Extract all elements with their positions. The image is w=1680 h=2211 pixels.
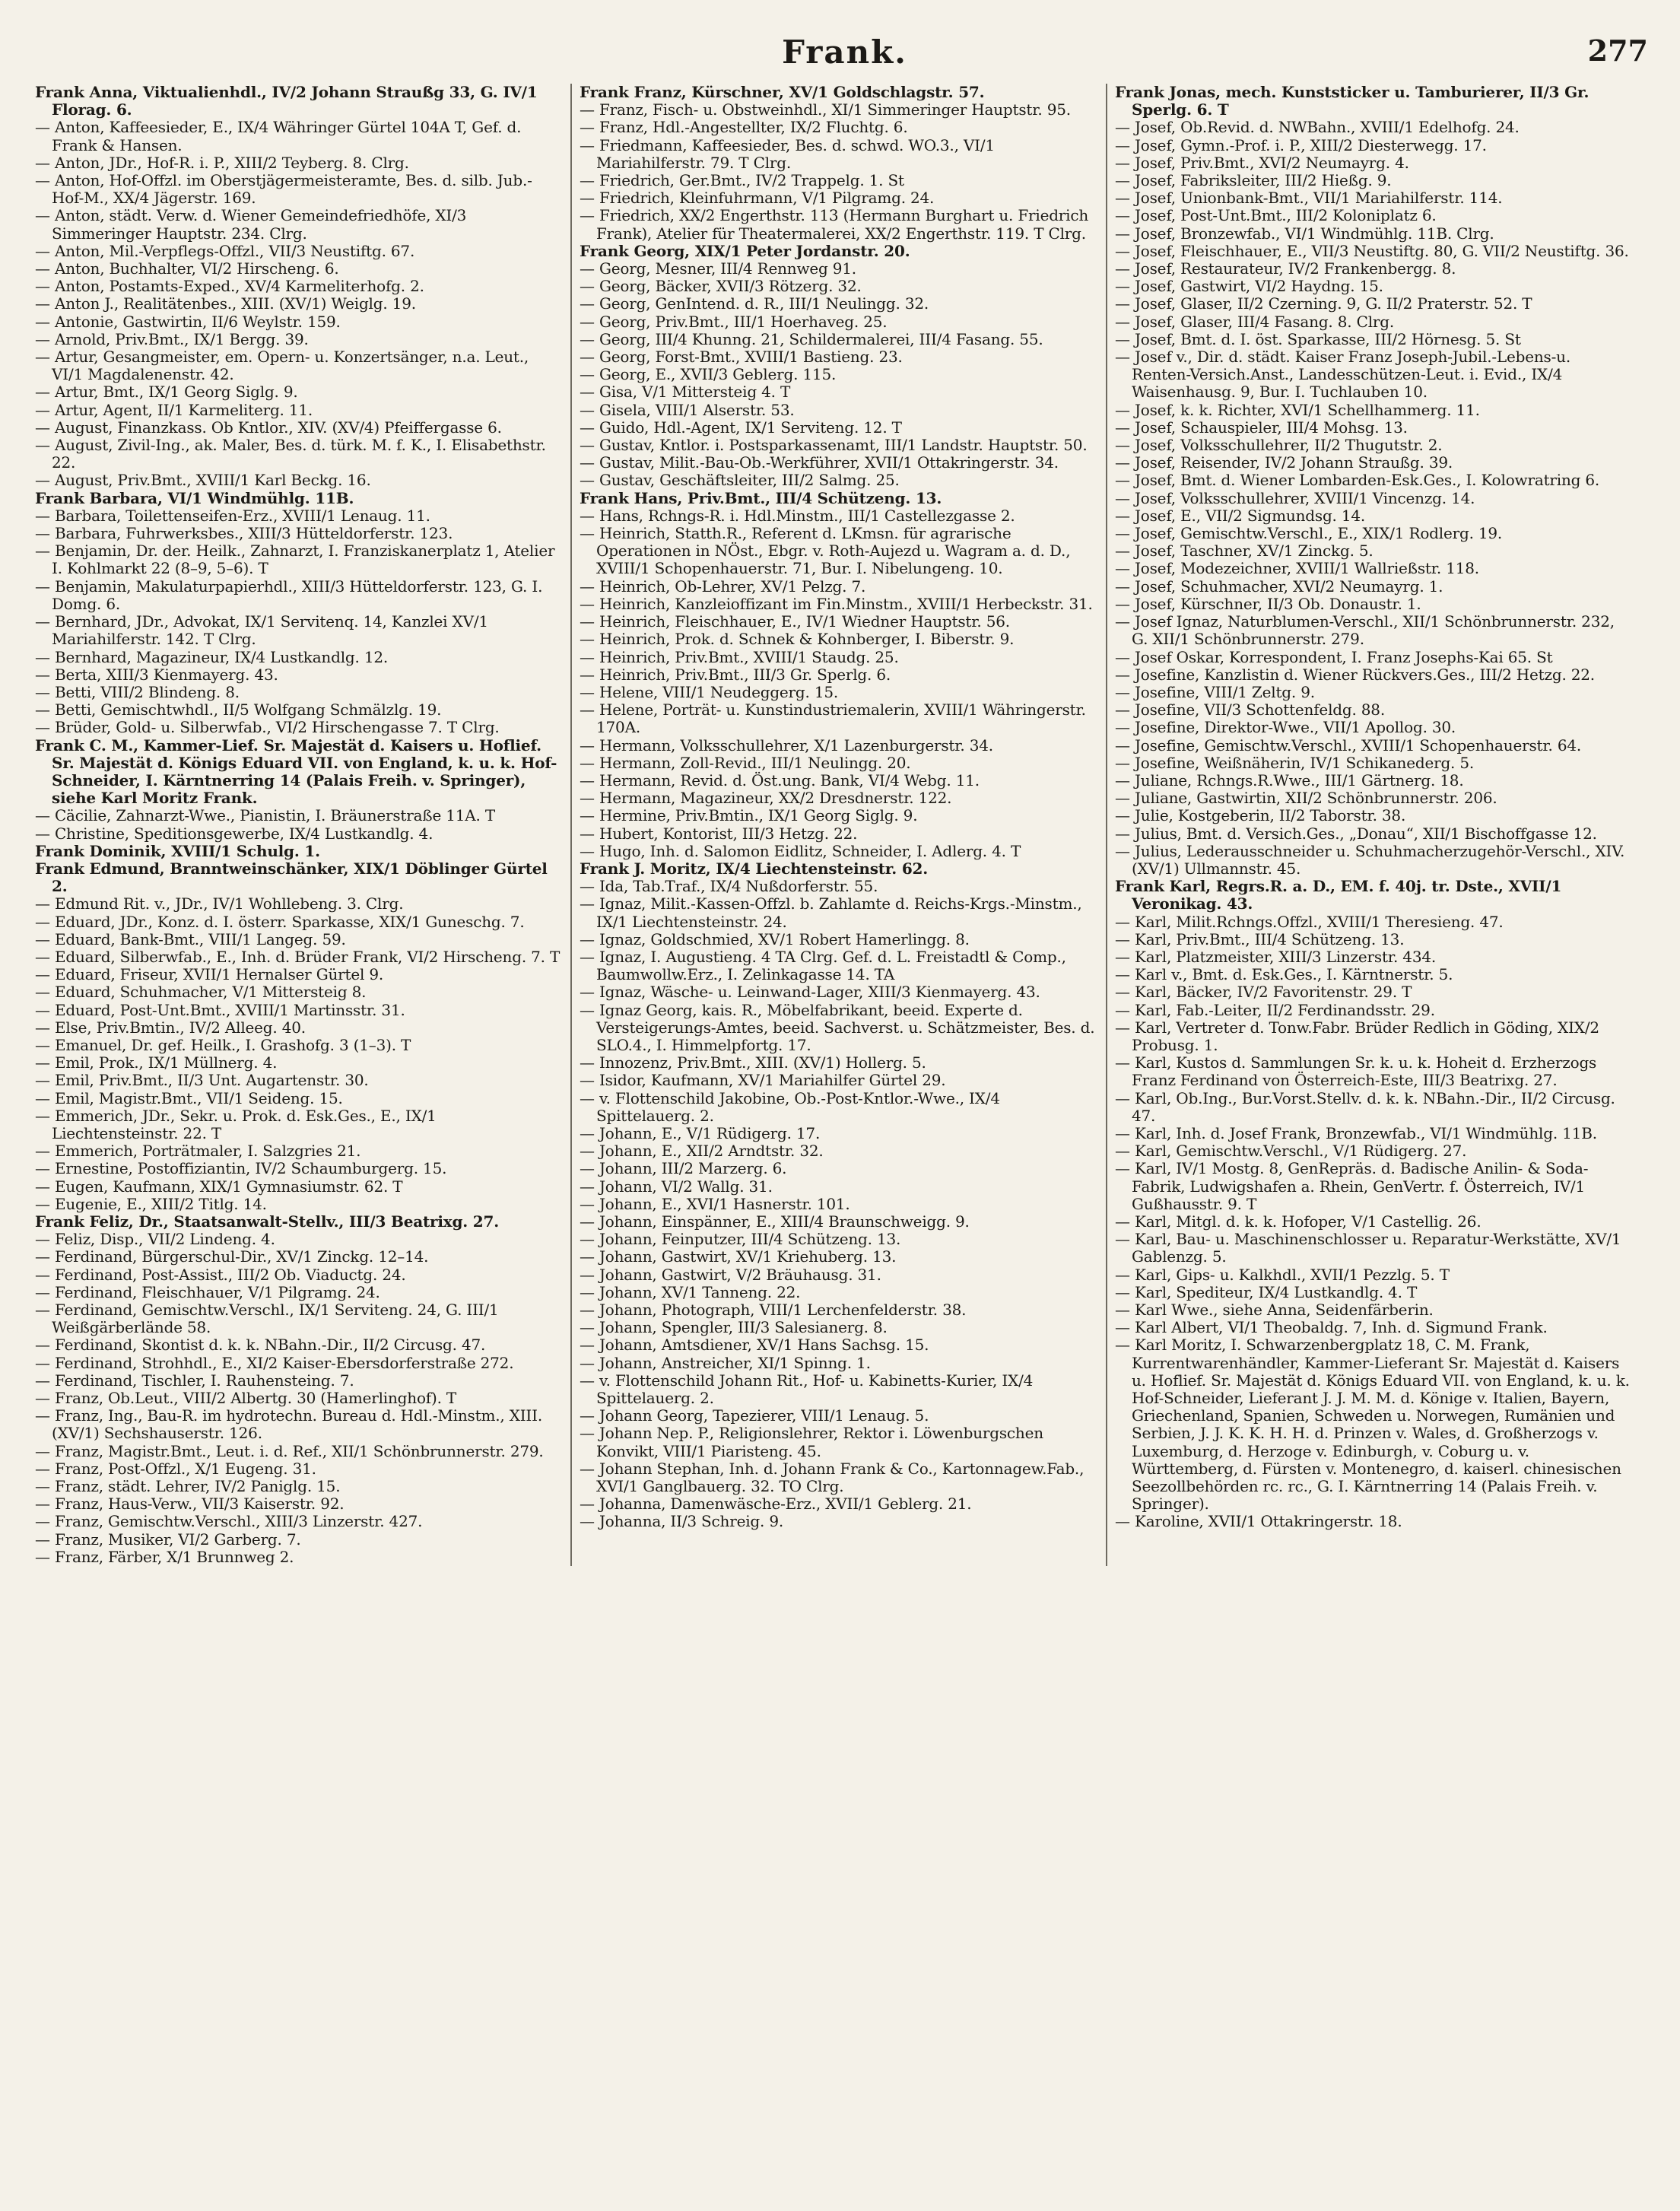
directory-entry: Frank Karl, Regrs.R. a. D., EM. f. 40j. tr. Dste., XVII/1 Veronikag. 43. [1115,877,1562,913]
directory-entry: — Emil, Prok., IX/1 Müllnerg. 4. [35,1053,278,1072]
directory-entry: — Bernhard, JDr., Advokat, IX/1 Servitenq. 14, Kanzlei XV/1 Mariahilferstr. 142. T Clrg. [35,612,488,649]
directory-entry: — Josef, Bmt. d. Wiener Lombarden-Esk.Ges., I. Kolowratring 6. [1115,471,1600,490]
directory-entry: — Karl, Gips- u. Kalkhdl., XVII/1 Pezzlg. 5. T [1115,1265,1450,1284]
directory-entry: — Josefine, VIII/1 Zeltg. 9. [1115,682,1315,701]
directory-entry: Frank Jonas, mech. Kunststicker u. Tamburierer, II/3 Gr. Sperlg. 6. T [1115,83,1589,119]
directory-entry: — Juliane, Rchngs.R.Wwe., III/1 Gärtnerg. 18. [1115,770,1464,789]
directory-entry: — Josef, k. k. Richter, XVI/1 Schellhammerg. 11. [1115,400,1480,419]
directory-entry: — Josef, Volksschullehrer, II/2 Thugutstr. 2. [1115,436,1443,455]
directory-entry: — Hermann, Revid. d. Öst.ung. Bank, VI/4 Webg. 11. [580,770,980,789]
directory-entry: — Juliane, Gastwirtin, XII/2 Schönbrunnerstr. 206. [1115,789,1497,808]
directory-entry: — Gisela, VIII/1 Alserstr. 53. [580,400,795,419]
directory-entry: — August, Finanzkass. Ob Kntlor., XIV. (XV/4) Pfeiffergasse 6. [35,418,502,437]
directory-entry: — Franz, Haus-Verw., VII/3 Kaiserstr. 92. [35,1495,345,1514]
directory-entry: — Friedrich, Kleinfuhrmann, V/1 Pilgramg. 24. [580,189,935,208]
directory-entry: — Franz, Gemischtw.Verschl., XIII/3 Linzerstr. 427. [35,1512,423,1531]
directory-entry: — Gisa, V/1 Mittersteig 4. T [580,383,791,402]
directory-entry: — Ferdinand, Skontist d. k. k. NBahn.-Dir., II/2 Circusg. 47. [35,1336,486,1355]
directory-entry: — Eduard, Bank-Bmt., VIII/1 Langeg. 59. [35,929,346,948]
directory-entry: — Eugenie, E., XIII/2 Titlg. 14. [35,1194,267,1213]
directory-columns [35,84,1654,1566]
directory-entry: — Johann, E., V/1 Rüdigerg. 17. [580,1123,821,1142]
directory-entry: — Josef, Glaser, III/4 Fasang. 8. Clrg. [1115,312,1395,331]
directory-entry: — Heinrich, Ob-Lehrer, XV/1 Pelzg. 7. [580,577,866,596]
directory-entry: — Josef, Restaurateur, IV/2 Frankenbergg. 8. [1115,259,1456,278]
directory-entry: — Josef, Taschner, XV/1 Zinckg. 5. [1115,542,1374,561]
directory-entry: — Josefine, Gemischtw.Verschl., XVIII/1 Schopenhauerstr. 64. [1115,735,1582,754]
directory-entry: — Karl, Kustos d. Sammlungen Sr. k. u. k. Hoheit d. Erzherzogs Franz Ferdinand von Österreich-Este, III/3 Beatrixg. 27. [1115,1053,1597,1090]
directory-entry: — Karl, IV/1 Mostg. 8, GenRepräs. d. Badische Anilin- & Soda-Fabrik, Ludwigshafen a. Rhein, GenVertr. f. Österreich, IV/1 Gußhausstr. 9. T [1115,1159,1589,1213]
directory-entry: — Karl Wwe., siehe Anna, Seidenfärberin. [1115,1301,1434,1320]
directory-entry: — Georg, Forst-Bmt., XVIII/1 Bastieng. 23. [580,348,903,367]
directory-entry: — Ignaz, Goldschmied, XV/1 Robert Hamerlingg. 8. [580,929,970,948]
directory-entry: — Helene, VIII/1 Neudeggerg. 15. [580,682,839,701]
directory-entry: — Ferdinand, Gemischtw.Verschl., IX/1 Serviteng. 24, G. III/1 Weißgärberlände 58. [35,1301,499,1337]
directory-entry: — Johann, Feinputzer, III/4 Schützeng. 13. [580,1230,901,1249]
directory-entry: — Johann, Anstreicher, XI/1 Spinng. 1. [580,1353,871,1372]
directory-entry: — Georg, GenIntend. d. R., III/1 Neulingg. 32. [580,294,929,313]
directory-entry: — Anton, Mil.-Verpflegs-Offzl., VII/3 Neustiftg. 67. [35,241,415,260]
directory-entry: — Karl, Vertreter d. Tonw.Fabr. Brüder Redlich in Göding, XIX/2 Probusg. 1. [1115,1018,1599,1054]
directory-entry: — Karoline, XVII/1 Ottakringerstr. 18. [1115,1512,1402,1531]
directory-entry: — Josef, Priv.Bmt., XVI/2 Neumayrg. 4. [1115,153,1409,172]
directory-entry: — Franz, Post-Offzl., X/1 Eugeng. 31. [35,1459,316,1478]
directory-entry: — Anton, Buchhalter, VI/2 Hirscheng. 6. [35,259,339,278]
directory-entry: — Josef, Schauspieler, III/4 Mohsg. 13. [1115,418,1408,437]
directory-entry: — Berta, XIII/3 Kienmayerg. 43. [35,665,278,684]
directory-entry: Frank Anna, Viktualienhdl., IV/2 Johann Straußg 33, G. IV/1 Florag. 6. [35,83,538,119]
directory-entry: — Julius, Bmt. d. Versich.Ges., „Donau“, XII/1 Bischoffgasse 12. [1115,824,1597,843]
directory-entry: — Ferdinand, Fleischhauer, V/1 Pilgramg. 24. [35,1282,380,1301]
directory-entry: — Josef, Bmt. d. I. öst. Sparkasse, III/2 Hörnesg. 5. St [1115,329,1521,348]
directory-entry: — Ida, Tab.Traf., IX/4 Nußdorferstr. 55. [580,877,878,896]
directory-entry: — Johanna, Damenwäsche-Erz., XVII/1 Geblerg. 21. [580,1495,972,1514]
directory-entry: — Josef, E., VII/2 Sigmundsg. 14. [1115,506,1366,525]
directory-entry: — Ferdinand, Post-Assist., III/2 Ob. Viaductg. 24. [35,1265,406,1284]
directory-entry: — Anton J., Realitätenbes., XIII. (XV/1) Weiglg. 19. [35,294,416,313]
directory-entry: — Georg, Priv.Bmt., III/1 Hoerhaveg. 25. [580,312,888,331]
directory-entry: — Johann, Einspänner, E., XIII/4 Braunschweigg. 9. [580,1212,970,1231]
directory-entry: — Josef, Fleischhauer, E., VII/3 Neustiftg. 80, G. VII/2 Neustiftg. 36. [1115,241,1629,260]
directory-entry: — Franz, Fisch- u. Obstweinhdl., XI/1 Simmeringer Hauptstr. 95. [580,100,1071,119]
directory-entry: Frank Edmund, Branntweinschänker, XIX/1 Döblinger Gürtel 2. [35,859,548,896]
directory-entry: — Heinrich, Prok. d. Schnek & Kohnberger, I. Biberstr. 9. [580,630,1015,649]
directory-entry: — Franz, Ing., Bau-R. im hydrotechn. Bureau d. Hdl.-Minstm., XIII. (XV/1) Sechshauserstr. 126. [35,1406,542,1443]
directory-entry: — Georg, Mesner, III/4 Rennweg 91. [580,259,856,278]
directory-entry: — Josef, Kürschner, II/3 Ob. Donaustr. 1. [1115,594,1421,613]
directory-entry: — Johann, E., XVI/1 Hasnerstr. 101. [580,1194,850,1213]
directory-entry: — Benjamin, Makulaturpapierhdl., XIII/3 Hütteldorferstr. 123, G. I. Domg. 6. [35,577,543,613]
directory-entry: — Helene, Porträt- u. Kunstindustriemalerin, XVIII/1 Währingerstr. 170A. [580,700,1086,737]
directory-entry: — Georg, Bäcker, XVII/3 Rötzerg. 32. [580,277,862,296]
directory-entry: — Karl, Bau- u. Maschinenschlosser u. Reparatur-Werkstätte, XV/1 Gablenzg. 5. [1115,1230,1621,1266]
directory-entry: — Gustav, Kntlor. i. Postsparkassenamt, III/1 Landstr. Hauptstr. 50. [580,436,1088,455]
column-3 [1106,84,1641,1566]
directory-entry: — Ignaz, Milit.-Kassen-Offzl. b. Zahlamte d. Reichs-Krgs.-Minstm., IX/1 Liechtensteinstr. 24. [580,894,1082,931]
directory-entry: — Karl Moritz, I. Schwarzenbergplatz 18, C. M. Frank, Kurrentwarenhändler, Kammer-Lieferant Sr. Majestät d. Kaisers u. Hoflief. Sr. Majestät d. Königs Eduard VII. von England, k. u. k. Hof-Schneider, Lieferant J. J. M. M. d. Könige v. Italien, Bayern, Griechenland, Spanien, Schweden u. Norwegen, Rumänien und Serbien, J. J. K. K. H. H. d. Prinzen v. Wales, d. Großherzogs v. Luxemburg, d. Herzoge v. Edinburgh, v. Coburg u. v. Württemberg, d. Fürsten v. Montenegro, d. kaiserl. chinesischen Seezollbehörden rc. rc., G. I. Kärntnerring 14 (Palais Freih. v. Springer). [1115,1336,1630,1514]
directory-entry: — Johann, XV/1 Tanneng. 22. [580,1282,801,1301]
directory-entry: — Anton, städt. Verw. d. Wiener Gemeindefriedhöfe, XI/3 Simmeringer Hauptstr. 234. Clrg. [35,206,467,243]
directory-entry: — Benjamin, Dr. der. Heilk., Zahnarzt, I. Franziskanerplatz 1, Atelier I. Kohlmarkt 22 (8–9, 5–6). T [35,542,555,578]
directory-entry: — Johann, III/2 Marzerg. 6. [580,1159,787,1178]
directory-entry: — Hermann, Zoll-Revid., III/1 Neulingg. 20. [580,753,911,772]
directory-entry: — Ferdinand, Tischler, I. Rauhensteing. 7. [35,1371,354,1390]
directory-entry: — Betti, Gemischtwhdl., II/5 Wolfgang Schmälzlg. 19. [35,700,442,720]
directory-entry: — August, Priv.Bmt., XVIII/1 Karl Beckg. 16. [35,471,371,490]
directory-entry: — Gustav, Geschäftsleiter, III/2 Salmg. 25. [580,471,900,490]
directory-entry: — Johann Georg, Tapezierer, VIII/1 Lenaug. 5. [580,1406,929,1425]
directory-entry: — Johann, VI/2 Wallg. 31. [580,1177,773,1196]
directory-entry: — Heinrich, Priv.Bmt., III/3 Gr. Sperlg. 6. [580,665,891,684]
directory-entry: — Georg, III/4 Khunng. 21, Schildermalerei, III/4 Fasang. 55. [580,329,1043,348]
directory-entry: — Hugo, Inh. d. Salomon Eidlitz, Schneider, I. Adlerg. 4. T [580,841,1021,860]
directory-entry: — Josef Ignaz, Naturblumen-Verschl., XII/1 Schönbrunnerstr. 232, G. XII/1 Schönbrunnerstr. 279. [1115,612,1615,649]
directory-entry: — Gustav, Milit.-Bau-Ob.-Werkführer, XVII/1 Ottakringerstr. 34. [580,453,1059,472]
directory-entry: — Josef, Gemischtw.Verschl., E., XIX/1 Rodlerg. 19. [1115,524,1503,543]
directory-entry: — Karl, Ob.Ing., Bur.Vorst.Stellv. d. k. k. NBahn.-Dir., II/2 Circusg. 47. [1115,1088,1615,1125]
directory-entry: — Ferdinand, Bürgerschul-Dir., XV/1 Zinckg. 12–14. [35,1247,429,1266]
directory-entry: — Josef, Gastwirt, VI/2 Haydng. 15. [1115,277,1383,296]
page-header [35,20,1654,73]
directory-entry: — Julius, Lederausschneider u. Schuhmacherzugehör-Verschl., XIV. (XV/1) Ullmannstr. 45. [1115,841,1625,878]
directory-entry: — Eduard, JDr., Konz. d. I. österr. Sparkasse, XIX/1 Guneschg. 7. [35,912,525,931]
directory-entry: — Artur, Gesangmeister, em. Opern- u. Konzertsänger, n.a. Leut., VI/1 Magdalenenstr. 42. [35,348,529,384]
directory-entry: — Georg, E., XVII/3 Geblerg. 115. [580,365,837,384]
directory-entry: — Josef, Ob.Revid. d. NWBahn., XVIII/1 Edelhofg. 24. [1115,118,1520,137]
directory-entry: — Ferdinand, Strohhdl., E., XI/2 Kaiser-Ebersdorferstraße 272. [35,1353,514,1372]
directory-entry: — Josefine, VII/3 Schottenfeldg. 88. [1115,700,1385,720]
directory-entry: — Karl v., Bmt. d. Esk.Ges., I. Kärntnerstr. 5. [1115,965,1453,984]
directory-entry: — Ignaz, Wäsche- u. Leinwand-Lager, XIII/3 Kienmayerg. 43. [580,983,1040,1002]
directory-entry: — Karl Albert, VI/1 Theobaldg. 7, Inh. d. Sigmund Frank. [1115,1318,1548,1337]
directory-entry: — Karl, Priv.Bmt., III/4 Schützeng. 13. [1115,929,1405,948]
directory-entry: — Hermann, Volksschullehrer, X/1 Lazenburgerstr. 34. [580,735,993,754]
directory-entry: — Josefine, Kanzlistin d. Wiener Rückvers.Ges., III/2 Hetzg. 22. [1115,665,1595,684]
directory-entry: — Brüder, Gold- u. Silberwfab., VI/2 Hirschengasse 7. T Clrg. [35,718,500,737]
directory-entry: Frank C. M., Kammer-Lief. Sr. Majestät d. Kaisers u. Hoflief. Sr. Majestät d. Königs Eduard VII. von England, k. u. k. Hof-Schneider, I. Kärntnerring 14 (Palais Freih. v. Springer), siehe Karl Moritz Frank. [35,735,557,808]
directory-entry: — Emmerich, Porträtmaler, I. Salzgries 21. [35,1142,361,1161]
directory-entry: Frank Hans, Priv.Bmt., III/4 Schützeng. 13. [580,488,942,507]
directory-entry: Frank Georg, XIX/1 Peter Jordanstr. 20. [580,241,910,260]
directory-entry: — Feliz, Disp., VII/2 Lindeng. 4. [35,1230,275,1249]
directory-entry: — Anton, Postamts-Exped., XV/4 Karmeliterhofg. 2. [35,277,424,296]
directory-entry: — Franz, Musiker, VI/2 Garberg. 7. [35,1530,301,1549]
directory-entry: — Josef, Gymn.-Prof. i. P., XIII/2 Diesterwegg. 17. [1115,135,1487,154]
directory-entry: — Artur, Bmt., IX/1 Georg Siglg. 9. [35,383,298,402]
directory-entry: — Franz, städt. Lehrer, IV/2 Paniglg. 15. [35,1477,341,1496]
directory-entry: — Cäcilie, Zahnarzt-Wwe., Pianistin, I. Bräunerstraße 11A. T [35,806,496,825]
directory-entry: — Josef, Reisender, IV/2 Johann Straußg. 39. [1115,453,1453,472]
directory-entry: — Isidor, Kaufmann, XV/1 Mariahilfer Gürtel 29. [580,1071,946,1090]
directory-entry: — Johann, Photograph, VIII/1 Lerchenfelderstr. 38. [580,1301,967,1320]
directory-entry: — Franz, Hdl.-Angestellter, IX/2 Fluchtg. 6. [580,118,908,137]
directory-entry: — Else, Priv.Bmtin., IV/2 Alleeg. 40. [35,1018,306,1037]
directory-entry: — Ignaz Georg, kais. R., Möbelfabrikant, beeid. Experte d. Versteigerungs-Amtes, beeid. Sachverst. u. Schätzmeister, Bes. d. SLO.4., I. Himmelpfortg. 17. [580,1000,1095,1054]
page-title: Frank. [782,33,907,71]
directory-entry: — Eduard, Schuhmacher, V/1 Mittersteig 8. [35,983,367,1002]
directory-entry: — Josefine, Weißnäherin, IV/1 Schikanederg. 5. [1115,753,1475,772]
directory-entry: Frank Barbara, VI/1 Windmühlg. 11B. [35,488,354,507]
directory-entry: — Josef, Post-Unt.Bmt., III/2 Koloniplatz 6. [1115,206,1437,225]
directory-entry: — Anton, Hof-Offzl. im Oberstjägermeisteramte, Bes. d. silb. Jub.-Hof-M., XX/4 Jägerstr. 169. [35,171,532,208]
directory-entry: — Artur, Agent, II/1 Karmeliterg. 11. [35,400,313,419]
directory-entry: — Barbara, Toilettenseifen-Erz., XVIII/1 Lenaug. 11. [35,506,430,525]
directory-entry: — Friedrich, XX/2 Engerthstr. 113 (Hermann Burghart u. Friedrich Frank), Atelier für Theatermalerei, XX/2 Engerthstr. 119. T Clrg. [580,206,1089,243]
directory-entry: — Johann, Amtsdiener, XV/1 Hans Sachsg. 15. [580,1336,929,1355]
directory-entry: — Anton, JDr., Hof-R. i. P., XIII/2 Teyberg. 8. Clrg. [35,153,409,172]
directory-entry: — Barbara, Fuhrwerksbes., XIII/3 Hütteldorferstr. 123. [35,524,453,543]
directory-entry: — Antonie, Gastwirtin, II/6 Weylstr. 159. [35,312,341,331]
directory-entry: — Christine, Speditionsgewerbe, IX/4 Lustkandlg. 4. [35,824,433,843]
directory-entry: — Karl, Inh. d. Josef Frank, Bronzewfab., VI/1 Windmühlg. 11B. [1115,1123,1597,1142]
directory-entry: — Bernhard, Magazineur, IX/4 Lustkandlg. 12. [35,647,389,666]
directory-entry: — Josef, Unionbank-Bmt., VII/1 Mariahilferstr. 114. [1115,189,1503,208]
directory-entry: — Hubert, Kontorist, III/3 Hetzg. 22. [580,824,858,843]
column-1 [35,84,570,1566]
directory-entry: — Josef, Schuhmacher, XVI/2 Neumayrg. 1. [1115,577,1443,596]
directory-entry: — Edmund Rit. v., JDr., IV/1 Wohllebeng. 3. Clrg. [35,894,404,913]
directory-entry: — Johann Stephan, Inh. d. Johann Frank & Co., Kartonnagew.Fab., XVI/1 Ganglbauerg. 32. TO Clrg. [580,1459,1085,1496]
directory-entry: — Emil, Priv.Bmt., II/3 Unt. Augartenstr. 30. [35,1071,369,1090]
directory-entry: — Karl, Spediteur, IX/4 Lustkandlg. 4. T [1115,1282,1418,1301]
directory-entry: — Karl, Bäcker, IV/2 Favoritenstr. 29. T [1115,983,1412,1002]
directory-entry: — Franz, Magistr.Bmt., Leut. i. d. Ref., XII/1 Schönbrunnerstr. 279. [35,1441,544,1460]
directory-entry: — Johann, Spengler, III/3 Salesianerg. 8. [580,1318,888,1337]
directory-entry: — Eduard, Silberwfab., E., Inh. d. Brüder Frank, VI/2 Hirscheng. 7. T [35,947,561,966]
directory-entry: — Eugen, Kaufmann, XIX/1 Gymnasiumstr. 62. T [35,1177,403,1196]
directory-entry: — Karl, Fab.-Leiter, II/2 Ferdinandsstr. 29. [1115,1000,1435,1019]
directory-entry: — Hans, Rchngs-R. i. Hdl.Minstm., III/1 Castellezgasse 2. [580,506,1015,525]
directory-entry: — Julie, Kostgeberin, II/2 Taborstr. 38. [1115,806,1406,825]
directory-entry: — Emanuel, Dr. gef. Heilk., I. Grashofg. 3 (1–3). T [35,1035,411,1054]
directory-entry: — Johann Nep. P., Religionslehrer, Rektor i. Löwenburgschen Konvikt, VIII/1 Piaristeng. 45. [580,1424,1043,1460]
directory-entry: — Karl, Gemischtw.Verschl., V/1 Rüdigerg. 27. [1115,1142,1467,1161]
directory-entry: — Heinrich, Statth.R., Referent d. LKmsn. für agrarische Operationen in NÖst., Ebgr. v. Roth-Aujezd u. Wagram a. d. D., XVIII/1 Schopenhauerstr. 71, Bur. I. Nibelungeng. 10. [580,524,1071,578]
directory-entry: — Josef, Glaser, II/2 Czerning. 9, G. II/2 Praterstr. 52. T [1115,294,1532,313]
directory-entry: — Karl, Mitgl. d. k. k. Hofoper, V/1 Castellig. 26. [1115,1212,1482,1231]
directory-entry: — Josef Oskar, Korrespondent, I. Franz Josephs-Kai 65. St [1115,647,1553,666]
directory-entry: — Hermann, Magazineur, XX/2 Dresdnerstr. 122. [580,789,952,808]
directory-entry: — August, Zivil-Ing., ak. Maler, Bes. d. türk. M. f. K., I. Elisabethstr. 22. [35,436,546,472]
directory-entry: — Josefine, Direktor-Wwe., VII/1 Apollog. 30. [1115,718,1456,737]
directory-entry: — Josef, Bronzewfab., VI/1 Windmühlg. 11B. Clrg. [1115,224,1494,243]
directory-entry: — Guido, Hdl.-Agent, IX/1 Serviteng. 12. T [580,418,902,437]
directory-entry: — Josef, Fabriksleiter, III/2 Hießg. 9. [1115,171,1392,190]
directory-entry: — Johann, E., XII/2 Arndtstr. 32. [580,1142,824,1161]
directory-entry: — Heinrich, Fleischhauer, E., IV/1 Wiedner Hauptstr. 56. [580,612,1010,631]
directory-entry: — v. Flottenschild Jakobine, Ob.-Post-Kntlor.-Wwe., IX/4 Spittelauerg. 2. [580,1088,1000,1125]
directory-entry: — Johanna, II/3 Schreig. 9. [580,1512,784,1531]
directory-entry: — Eduard, Post-Unt.Bmt., XVIII/1 Martinsstr. 31. [35,1000,405,1019]
directory-entry: — Ignaz, I. Augustieng. 4 TA Clrg. Gef. d. L. Freistadtl & Comp., Baumwollw.Erz., I. Zelinkagasse 14. TA [580,947,1066,984]
directory-entry: — Franz, Färber, X/1 Brunnweg 2. [35,1547,294,1566]
directory-entry: — Friedrich, Ger.Bmt., IV/2 Trappelg. 1. St [580,171,904,190]
directory-entry: — Betti, VIII/2 Blindeng. 8. [35,682,240,701]
directory-entry: Frank J. Moritz, IX/4 Liechtensteinstr. 62. [580,859,929,878]
column-2 [570,84,1106,1566]
directory-entry: — Innozenz, Priv.Bmt., XIII. (XV/1) Hollerg. 5. [580,1053,926,1072]
directory-entry: — Franz, Ob.Leut., VIII/2 Albertg. 30 (Hamerlinghof). T [35,1389,457,1408]
directory-entry: — Josef, Modezeichner, XVIII/1 Wallrießstr. 118. [1115,559,1479,578]
directory-entry: — Karl, Milit.Rchngs.Offzl., XVIII/1 Theresieng. 47. [1115,912,1504,931]
directory-entry: — Emmerich, JDr., Sekr. u. Prok. d. Esk.Ges., E., IX/1 Liechtensteinstr. 22. T [35,1106,437,1142]
directory-entry: — Friedmann, Kaffeesieder, Bes. d. schwd. WO.3., VI/1 Mariahilferstr. 79. T Clrg. [580,135,995,172]
directory-entry: — Josef v., Dir. d. städt. Kaiser Franz Joseph-Jubil.-Lebens-u. Renten-Versich.Anst., Landesschützen-Leut. i. Evid., IX/4 Waisenhausg. 9, Bur. I. Tuchlauben 10. [1115,348,1571,402]
directory-entry: — Heinrich, Kanzleioffizant im Fin.Minstm., XVIII/1 Herbeckstr. 31. [580,594,1093,613]
directory-entry: — Johann, Gastwirt, XV/1 Kriehuberg. 13. [580,1247,897,1266]
directory-entry: — Ernestine, Postoffiziantin, IV/2 Schaumburgerg. 15. [35,1159,447,1178]
directory-entry: — Johann, Gastwirt, V/2 Bräuhausg. 31. [580,1265,881,1284]
directory-entry: Frank Feliz, Dr., Staatsanwalt-Stellv., III/3 Beatrixg. 27. [35,1212,499,1231]
directory-entry: — Anton, Kaffeesieder, E., IX/4 Währinger Gürtel 104A T, Gef. d. Frank & Hansen. [35,118,522,154]
directory-entry: — v. Flottenschild Johann Rit., Hof- u. Kabinetts-Kurier, IX/4 Spittelauerg. 2. [580,1371,1034,1408]
directory-entry: — Josef, Volksschullehrer, XVIII/1 Vincenzg. 14. [1115,488,1475,507]
directory-entry: — Heinrich, Priv.Bmt., XVIII/1 Staudg. 25. [580,647,899,666]
directory-entry: Frank Franz, Kürschner, XV/1 Goldschlagstr. 57. [580,83,985,101]
directory-entry: — Emil, Magistr.Bmt., VII/1 Seideng. 15. [35,1088,343,1107]
directory-entry: — Hermine, Priv.Bmtin., IX/1 Georg Siglg. 9. [580,806,918,825]
directory-entry: — Arnold, Priv.Bmt., IX/1 Bergg. 39. [35,329,309,348]
directory-entry: — Eduard, Friseur, XVII/1 Hernalser Gürtel 9. [35,965,384,984]
directory-entry: Frank Dominik, XVIII/1 Schulg. 1. [35,841,320,860]
directory-entry: — Karl, Platzmeister, XIII/3 Linzerstr. 434. [1115,947,1437,966]
page-number: 277 [1587,33,1648,68]
